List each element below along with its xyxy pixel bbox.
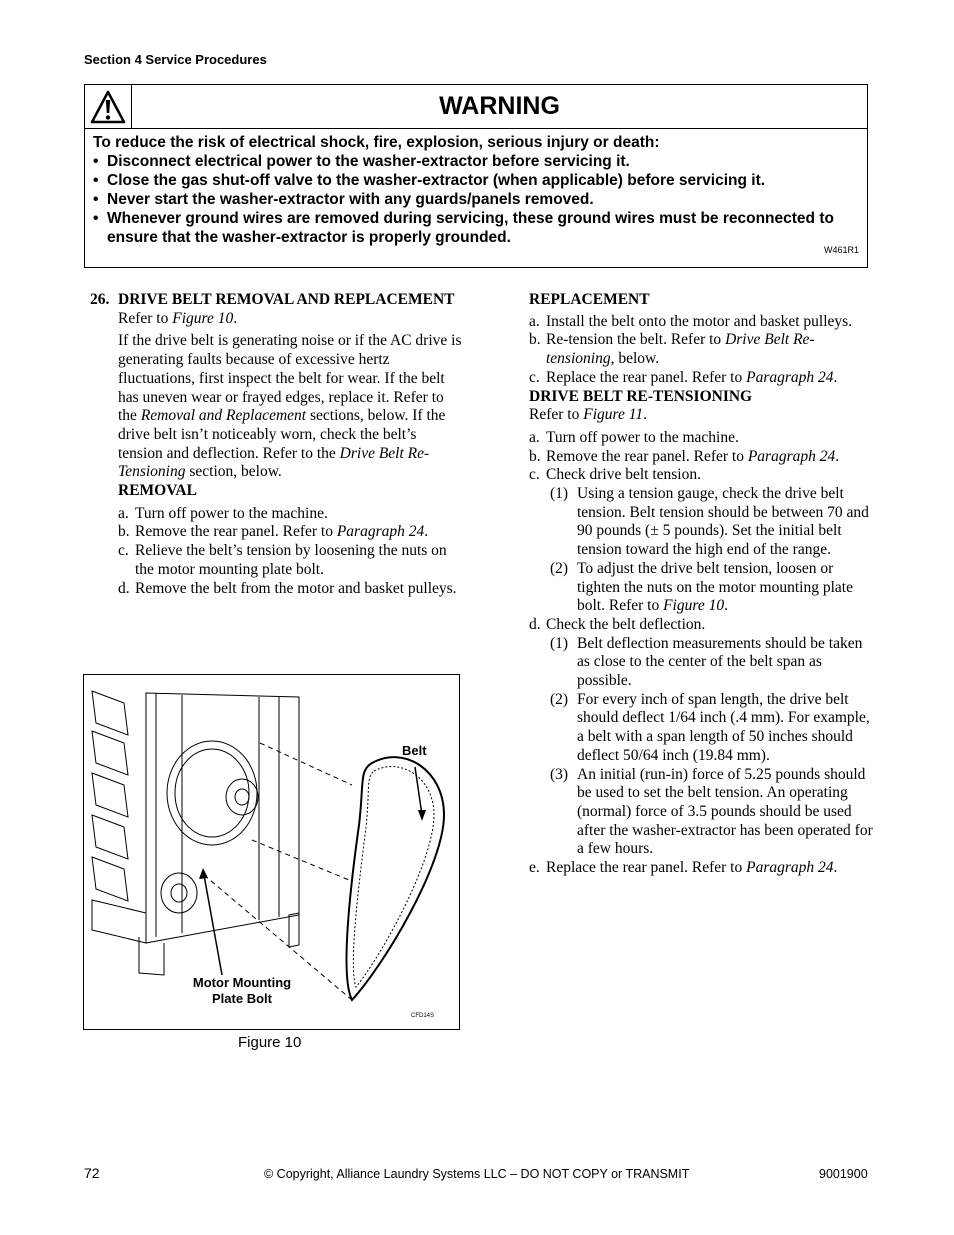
retensioning-refer: Refer to Figure 11. bbox=[529, 406, 647, 424]
step-text: Re-tension the belt. Refer to Drive Belt Re-tensioning, below. bbox=[546, 331, 815, 368]
motor-mounting-plate-bolt-label: Motor Mounting Plate Bolt bbox=[192, 975, 292, 1006]
intro-reference: Drive Belt Re-Tensioning bbox=[118, 444, 430, 481]
retensioning-substep: (2) To adjust the drive belt tension, loosen or tighten the nuts on the motor mounting plate bolt. Refer to Figure 10. bbox=[529, 560, 874, 616]
intro-text: If the drive belt is generating noise or if the AC drive is generating faults because of excessive hertz fluctuations, first inspect the belt for wear. If the belt has uneven wear or frayed edges, replace it. Refer to the bbox=[118, 332, 462, 425]
removal-heading: REMOVAL bbox=[118, 482, 197, 500]
warning-bullet: • Disconnect electrical power to the washer-extractor before servicing it. bbox=[93, 152, 859, 171]
figure-reference-link: Figure 10 bbox=[663, 597, 725, 615]
page-number: 72 bbox=[84, 1165, 100, 1181]
section-reference: Drive Belt Re-tensioning bbox=[546, 331, 815, 368]
step-text: To adjust the drive belt tension, loosen or tighten the nuts on the motor mounting plate bolt. Refer to Figure 10. bbox=[577, 559, 853, 615]
removal-step bbox=[118, 505, 462, 524]
warning-triangle-icon bbox=[90, 90, 126, 124]
document-number: 9001900 bbox=[819, 1167, 868, 1181]
removal-step bbox=[118, 523, 462, 542]
retensioning-substep: (3) An initial (run-in) force of 5.25 pounds should be used to set the belt tension. An operating (normal) force of 3.5 pounds should be used after the washer-extractor has been operated for a few hours. bbox=[550, 765, 873, 858]
section-intro bbox=[90, 332, 462, 482]
footer-copyright: © Copyright, Alliance Laundry Systems LLC – DO NOT COPY or TRANSMIT bbox=[264, 1167, 690, 1181]
step-text: Belt deflection measurements should be taken as close to the center of the belt span as possible. bbox=[577, 634, 863, 690]
step-text: Replace the rear panel. Refer to Paragraph 24. bbox=[546, 859, 838, 877]
removal-step bbox=[118, 580, 462, 599]
step-marker: b. bbox=[529, 331, 541, 349]
step-text: Remove the belt from the motor and basket pulleys. bbox=[135, 579, 457, 597]
warning-title: WARNING bbox=[132, 85, 867, 129]
paragraph-reference: Paragraph 24 bbox=[746, 368, 834, 386]
warning-code: W461R1 bbox=[823, 245, 859, 255]
section-title: DRIVE BELT REMOVAL AND REPLACEMENT bbox=[118, 291, 455, 308]
warning-bullet: • Never start the washer-extractor with any guards/panels removed. bbox=[93, 190, 859, 209]
step-marker: b. bbox=[118, 523, 130, 541]
replacement-steps bbox=[529, 313, 874, 388]
step-text: Turn off power to the machine. bbox=[135, 504, 328, 522]
intro-text: sections, below. If the drive belt isn’t noticeably worn, check the belt’s tension and deflection. Refer to the bbox=[118, 407, 446, 462]
section-heading bbox=[90, 291, 462, 310]
warning-icon-cell bbox=[85, 85, 132, 129]
step-text: Turn off power to the machine. bbox=[546, 428, 739, 446]
warning-bullet: • Whenever ground wires are removed during servicing, these ground wires must be reconnected to ensure that the washer-extractor is properly grounded. bbox=[93, 209, 859, 247]
retensioning-substep: (1) Belt deflection measurements should be taken as close to the center of the belt span as possible. bbox=[529, 635, 874, 691]
figure-caption: Figure 10 bbox=[238, 1034, 302, 1051]
step-text: Remove the rear panel. Refer to Paragraph 24. bbox=[135, 523, 429, 541]
section-number: 26. bbox=[90, 291, 110, 308]
step-text: Install the belt onto the motor and basket pulleys. bbox=[546, 312, 853, 330]
step-text: Check the belt deflection. bbox=[546, 615, 706, 633]
step-marker: c. bbox=[118, 542, 129, 560]
retensioning-substep: (1) Using a tension gauge, check the drive belt tension. Belt tension should be between 70 and 90 pounds (± 5 pounds). Set the initial belt tension toward the high end of the range. bbox=[529, 485, 874, 560]
left-column bbox=[90, 291, 462, 598]
intro-text: section, below. bbox=[185, 463, 282, 481]
retensioning-substep: (2) For every inch of span length, the drive belt should deflect 1/64 inch (.4 mm). For example, a belt with a span length of 50 inches should deflect 50/64 inch (19.84 mm). bbox=[529, 691, 874, 766]
right-column bbox=[529, 291, 874, 878]
step-text: Relieve the belt’s tension by loosening the nuts on the motor mounting plate bolt. bbox=[135, 542, 447, 578]
removal-steps bbox=[90, 505, 462, 599]
step-text: An initial (run-in) force of 5.25 pounds should be used to set the belt tension. An operating (normal) force of 3.5 pounds should be used after the washer-extractor has been operated for a few hours. bbox=[577, 765, 873, 858]
step-marker: d. bbox=[118, 579, 130, 597]
retensioning-steps bbox=[529, 429, 874, 878]
replacement-heading: REPLACEMENT bbox=[529, 291, 650, 308]
belt-label: Belt bbox=[402, 743, 427, 758]
refer-suffix: . bbox=[233, 309, 238, 327]
warning-intro: To reduce the risk of electrical shock, fire, explosion, serious injury or death: bbox=[93, 134, 660, 151]
retensioning-step: a. Turn off power to the machine. bbox=[529, 428, 739, 446]
warning-bullet-list bbox=[93, 152, 859, 247]
figure-reference-link: Figure 10 bbox=[172, 309, 234, 327]
paragraph-reference: Paragraph 24 bbox=[336, 523, 425, 541]
figure-reference-link: Figure 11 bbox=[583, 406, 644, 424]
step-text: Using a tension gauge, check the drive belt tension. Belt tension should be between 70 and 90 pounds (± 5 pounds). Set the initial belt tension toward the high end of the range. bbox=[577, 485, 869, 559]
step-text: For every inch of span length, the drive belt should deflect 1/64 inch (.4 mm). For example, a belt with a span length of 50 inches should deflect 50/64 inch (19.84 mm). bbox=[577, 690, 870, 764]
retensioning-step: e. Replace the rear panel. Refer to Paragraph 24. bbox=[529, 859, 838, 877]
retensioning-heading: DRIVE BELT RE-TENSIONING bbox=[529, 387, 753, 405]
step-marker: c. bbox=[529, 368, 540, 386]
warning-body bbox=[93, 133, 859, 247]
step-marker: a. bbox=[118, 504, 129, 522]
step-text: Check drive belt tension. bbox=[546, 466, 701, 484]
section-header: Section 4 Service Procedures bbox=[84, 52, 267, 67]
section-refer bbox=[90, 310, 462, 329]
paragraph-reference: Paragraph 24 bbox=[746, 859, 834, 877]
paragraph-reference: Paragraph 24 bbox=[747, 447, 836, 465]
refer-text: Refer to bbox=[118, 309, 173, 327]
warning-box bbox=[84, 84, 868, 268]
retensioning-step: d. Check the belt deflection. bbox=[529, 615, 706, 633]
replacement-step bbox=[529, 369, 874, 388]
step-marker: a. bbox=[529, 312, 540, 330]
removal-step bbox=[118, 542, 462, 579]
replacement-step bbox=[529, 331, 874, 368]
intro-reference: Removal and Replacement bbox=[140, 407, 307, 425]
retensioning-step: c. Check drive belt tension. bbox=[529, 466, 701, 484]
figure-code: CFD14S bbox=[411, 1013, 435, 1019]
figure-10-illustration bbox=[83, 674, 460, 1030]
warning-bullet: • Close the gas shut-off valve to the washer-extractor (when applicable) before servicing it. bbox=[93, 171, 859, 190]
retensioning-step: b. Remove the rear panel. Refer to Paragraph 24. bbox=[529, 447, 840, 465]
step-text: Remove the rear panel. Refer to Paragraph 24. bbox=[546, 447, 840, 465]
replacement-step bbox=[529, 313, 874, 332]
step-text: Replace the rear panel. Refer to Paragraph 24. bbox=[546, 368, 838, 386]
